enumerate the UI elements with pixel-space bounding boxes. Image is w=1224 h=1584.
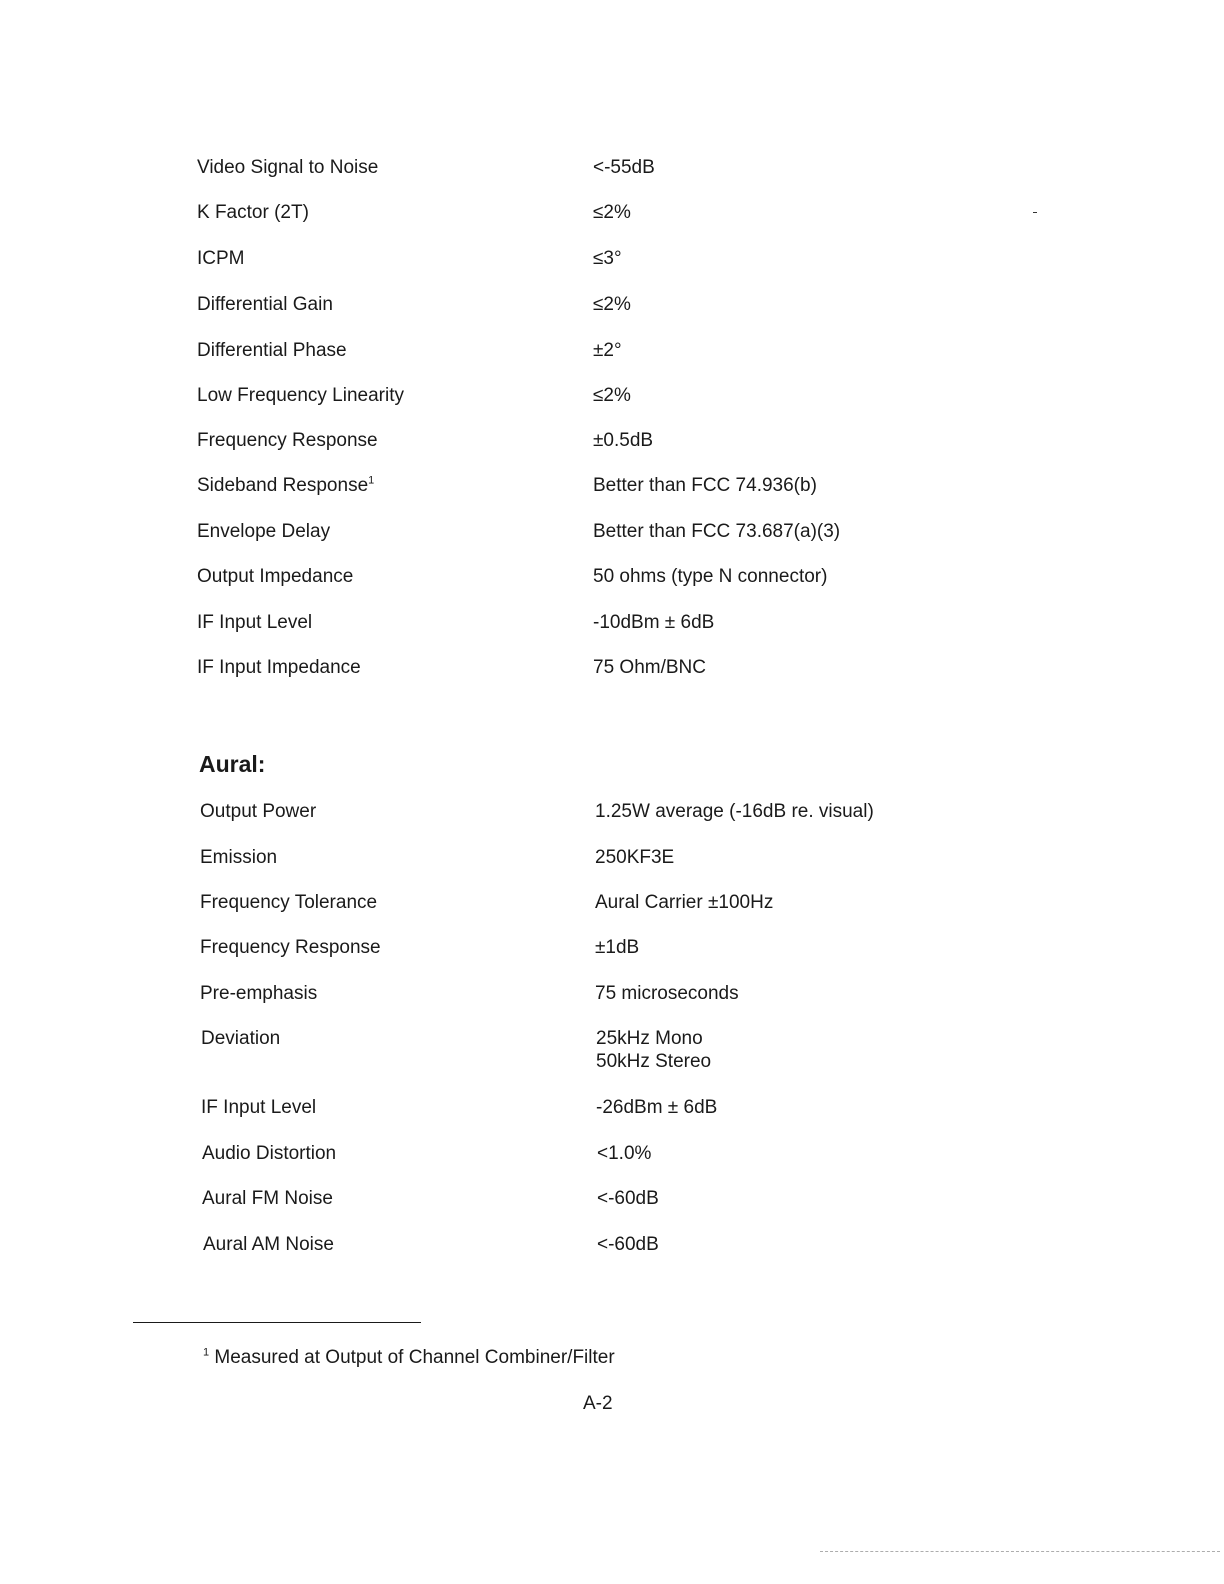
spec-label: Low Frequency Linearity — [197, 385, 404, 406]
spec-value: 50 ohms (type N connector) — [593, 566, 828, 587]
footnote-text: Measured at Output of Channel Combiner/Filter — [214, 1347, 615, 1368]
footnote-divider — [133, 1322, 421, 1323]
scan-edge-artifact — [820, 1551, 1220, 1552]
spec-label-text: Sideband Response — [197, 475, 369, 496]
spec-value-line: 50kHz Stereo — [596, 1051, 712, 1072]
scan-speck — [1033, 212, 1037, 213]
spec-value: ±1dB — [595, 937, 640, 958]
spec-value: ≤2% — [593, 385, 631, 406]
spec-label: Envelope Delay — [197, 521, 331, 542]
spec-label: Differential Phase — [197, 340, 347, 361]
spec-label: Emission — [200, 847, 278, 868]
spec-value: 1.25W average (-16dB re. visual) — [595, 801, 874, 822]
spec-label — [197, 474, 374, 497]
spec-value: <-60dB — [597, 1234, 659, 1255]
spec-label: Deviation — [201, 1028, 281, 1049]
page-number: A-2 — [583, 1393, 613, 1414]
footnote-reference: 1 — [368, 474, 375, 487]
spec-value: Aural Carrier ±100Hz — [595, 892, 774, 913]
spec-label: Aural FM Noise — [202, 1188, 333, 1209]
spec-value: 75 Ohm/BNC — [593, 657, 706, 678]
spec-label: ICPM — [197, 248, 245, 269]
spec-label: K Factor (2T) — [197, 202, 309, 223]
spec-value: -10dBm ± 6dB — [593, 612, 715, 633]
spec-value: <-60dB — [597, 1188, 659, 1209]
spec-label: Output Power — [200, 801, 317, 822]
spec-label: Differential Gain — [197, 294, 333, 315]
spec-value: Better than FCC 73.687(a)(3) — [593, 521, 841, 542]
spec-label: IF Input Impedance — [197, 657, 361, 678]
footnote-marker: 1 — [203, 1346, 210, 1359]
spec-label: Output Impedance — [197, 566, 354, 587]
spec-label: Audio Distortion — [202, 1143, 337, 1164]
spec-label: IF Input Level — [201, 1097, 317, 1118]
section-heading-aural: Aural: — [199, 751, 266, 777]
spec-label: Video Signal to Noise — [197, 157, 379, 178]
spec-value-line: 25kHz Mono — [596, 1028, 703, 1049]
spec-label: Aural AM Noise — [203, 1234, 334, 1255]
spec-value: ±0.5dB — [593, 430, 654, 451]
spec-label: Frequency Tolerance — [200, 892, 378, 913]
spec-label: Frequency Response — [200, 937, 381, 958]
spec-label: Pre-emphasis — [200, 983, 318, 1004]
spec-label: Frequency Response — [197, 430, 378, 451]
spec-value: 250KF3E — [595, 847, 675, 868]
spec-value: ±2° — [593, 340, 622, 361]
spec-value: ≤2% — [593, 202, 631, 223]
spec-value: ≤3° — [593, 248, 622, 269]
spec-value: Better than FCC 74.936(b) — [593, 475, 817, 496]
spec-value: <1.0% — [597, 1143, 652, 1164]
spec-value: -26dBm ± 6dB — [596, 1097, 718, 1118]
spec-value: <-55dB — [593, 157, 655, 178]
spec-value — [596, 1027, 711, 1073]
footnote — [203, 1346, 615, 1369]
spec-label: IF Input Level — [197, 612, 313, 633]
spec-value: 75 microseconds — [595, 983, 739, 1004]
spec-value: ≤2% — [593, 294, 631, 315]
